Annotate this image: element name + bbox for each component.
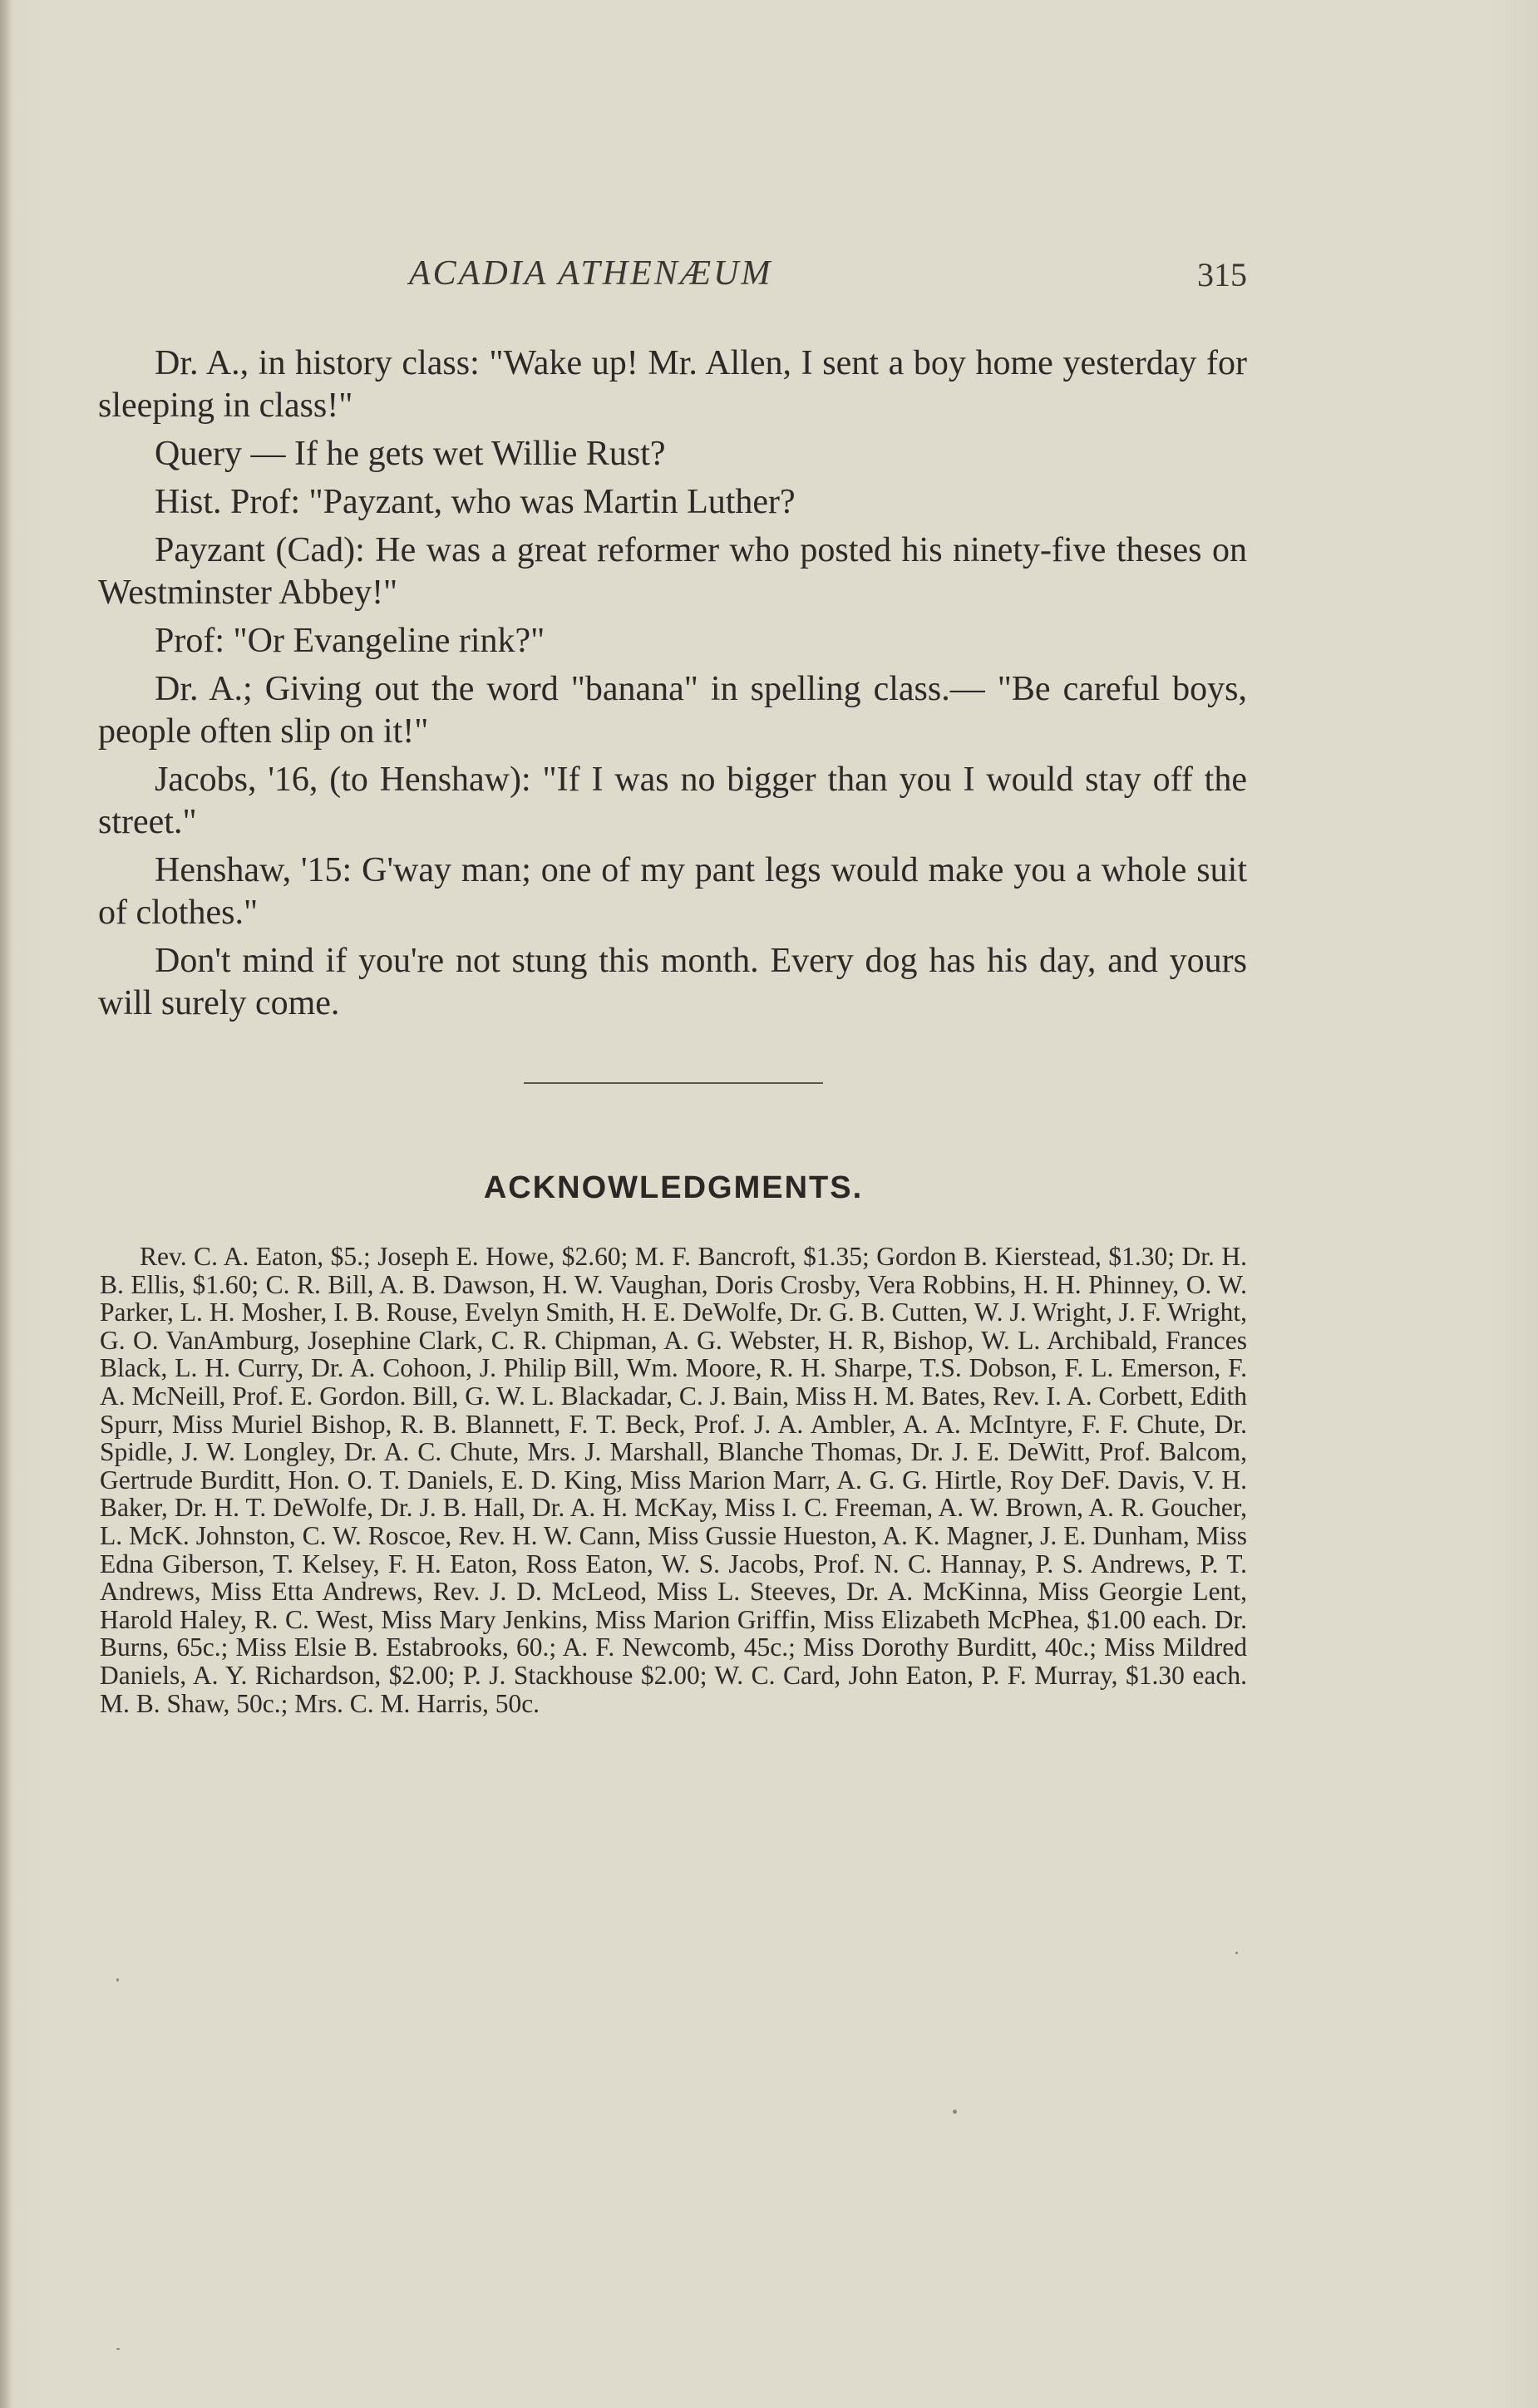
page-number: 315: [1197, 256, 1247, 293]
paragraph: Henshaw, '15: G'way man; one of my pant legs would make you a whole suit of clothes.": [98, 851, 1247, 932]
acknowledgments-list: Rev. C. A. Eaton, $5.; Joseph E. Howe, $2.60; M. F. Bancroft, $1.35; Gordon B. Kierstead, $1.30; Dr. H. B. Ellis, $1.60; C. R. Bill, A. B. Dawson, H. W. Vaughan, Doris Crosby, Vera Robbins, H. H. Phinney, O. W. Parker, L. H. Mosher, I. B. Rouse, Evelyn Smith, H. E. DeWolfe, Dr. G. B. Cutten, W. J. Wright, J. F. Wright, G. O. VanAmburg, Josephine Clark, C. R. Chipman, A. G. Webster, H. R, Bishop, W. L. Archibald, Frances Black, L. H. Curry, Dr. A. Cohoon, J. Philip Bill, Wm. Moore, R. H. Sharpe, T.S. Dobson, F. L. Emerson, F. A. McNeill, Prof. E. Gordon. Bill, G. W. L. Blackadar, C. J. Bain, Miss H. M. Bates, Rev. I. A. Corbett, Edith Spurr, Miss Muriel Bishop, R. B. Blannett, F. T. Beck, Prof. J. A. Ambler, A. A. McIntyre, F. F. Chute, Dr. Spidle, J. W. Longley, Dr. A. C. Chute, Mrs. J. Marshall, Blanche Thomas, Dr. J. E. DeWitt, Prof. Balcom, Gertrude Burditt, Hon. O. T. Daniels, E. D. King, Miss Marion Marr, A. G. G. Hirtle, Roy DeF. Davis, V. H. Baker, Dr. H. T. DeWolfe, Dr. J. B. Hall, Dr. A. H. McKay, Miss I. C. Freeman, A. W. Brown, A. R. Goucher, L. McK. Johnston, C. W. Roscoe, Rev. H. W. Cann, Miss Gussie Hueston, A. K. Magner, J. E. Dunham, Miss Edna Giberson, T. Kelsey, F. H. Eaton, Ross Eaton, W. S. Jacobs, Prof. N. C. Hannay, P. S. Andrews, P. T. Andrews, Miss Etta Andrews, Rev. J. D. McLeod, Miss L. Steeves, Dr. A. McKinna, Miss Georgie Lent, Harold Haley, R. C. West, Miss Mary Jenkins, Miss Marion Griffin, Miss Elizabeth McPhea, $1.00 each. Dr. Burns, 65c.; Miss Elsie B. Estabrooks, 60.; A. F. Newcomb, 45c.; Miss Dorothy Burditt, 40c.; Miss Mildred Daniels, A. Y. Richardson, $2.00; P. J. Stackhouse $2.00; W. C. Card, John Eaton, P. F. Murray, $1.30 each. M. B. Shaw, 50c.; Mrs. C. M. Harris, 50c.: [100, 1242, 1247, 1718]
section-divider: [524, 1082, 823, 1084]
paragraph: Prof: "Or Evangeline rink?": [155, 622, 545, 660]
paper-speck: [116, 1978, 119, 1982]
paper-speck: [1235, 1952, 1238, 1954]
jokes-column: [98, 342, 1247, 1031]
page-header: [100, 254, 1247, 303]
paragraph: Query — If he gets wet Willie Rust?: [155, 435, 666, 473]
spine-shadow: [0, 0, 12, 2408]
paper-speck: [116, 2348, 120, 2350]
paper-speck: [953, 2110, 957, 2114]
paragraph: Payzant (Cad): He was a great reformer who posted his ninety-five theses on Westminster Abbey!": [98, 531, 1247, 612]
paragraph: Hist. Prof: "Payzant, who was Martin Luther?: [155, 483, 796, 521]
paragraph: Dr. A., in history class: "Wake up! Mr. Allen, I sent a boy home yesterday for sleeping in class!": [98, 344, 1247, 425]
paragraph: Dr. A.; Giving out the word "banana" in spelling class.— "Be careful boys, people often slip on it!": [98, 670, 1247, 751]
paragraph: Jacobs, '16, (to Henshaw): "If I was no bigger than you I would stay off the street.": [98, 761, 1247, 841]
running-head: ACADIA ATHENÆUM: [409, 254, 773, 293]
acknowledgments-heading: ACKNOWLEDGMENTS.: [483, 1170, 864, 1205]
paragraph: Don't mind if you're not stung this month. Every dog has his day, and yours will surely come.: [98, 942, 1247, 1022]
